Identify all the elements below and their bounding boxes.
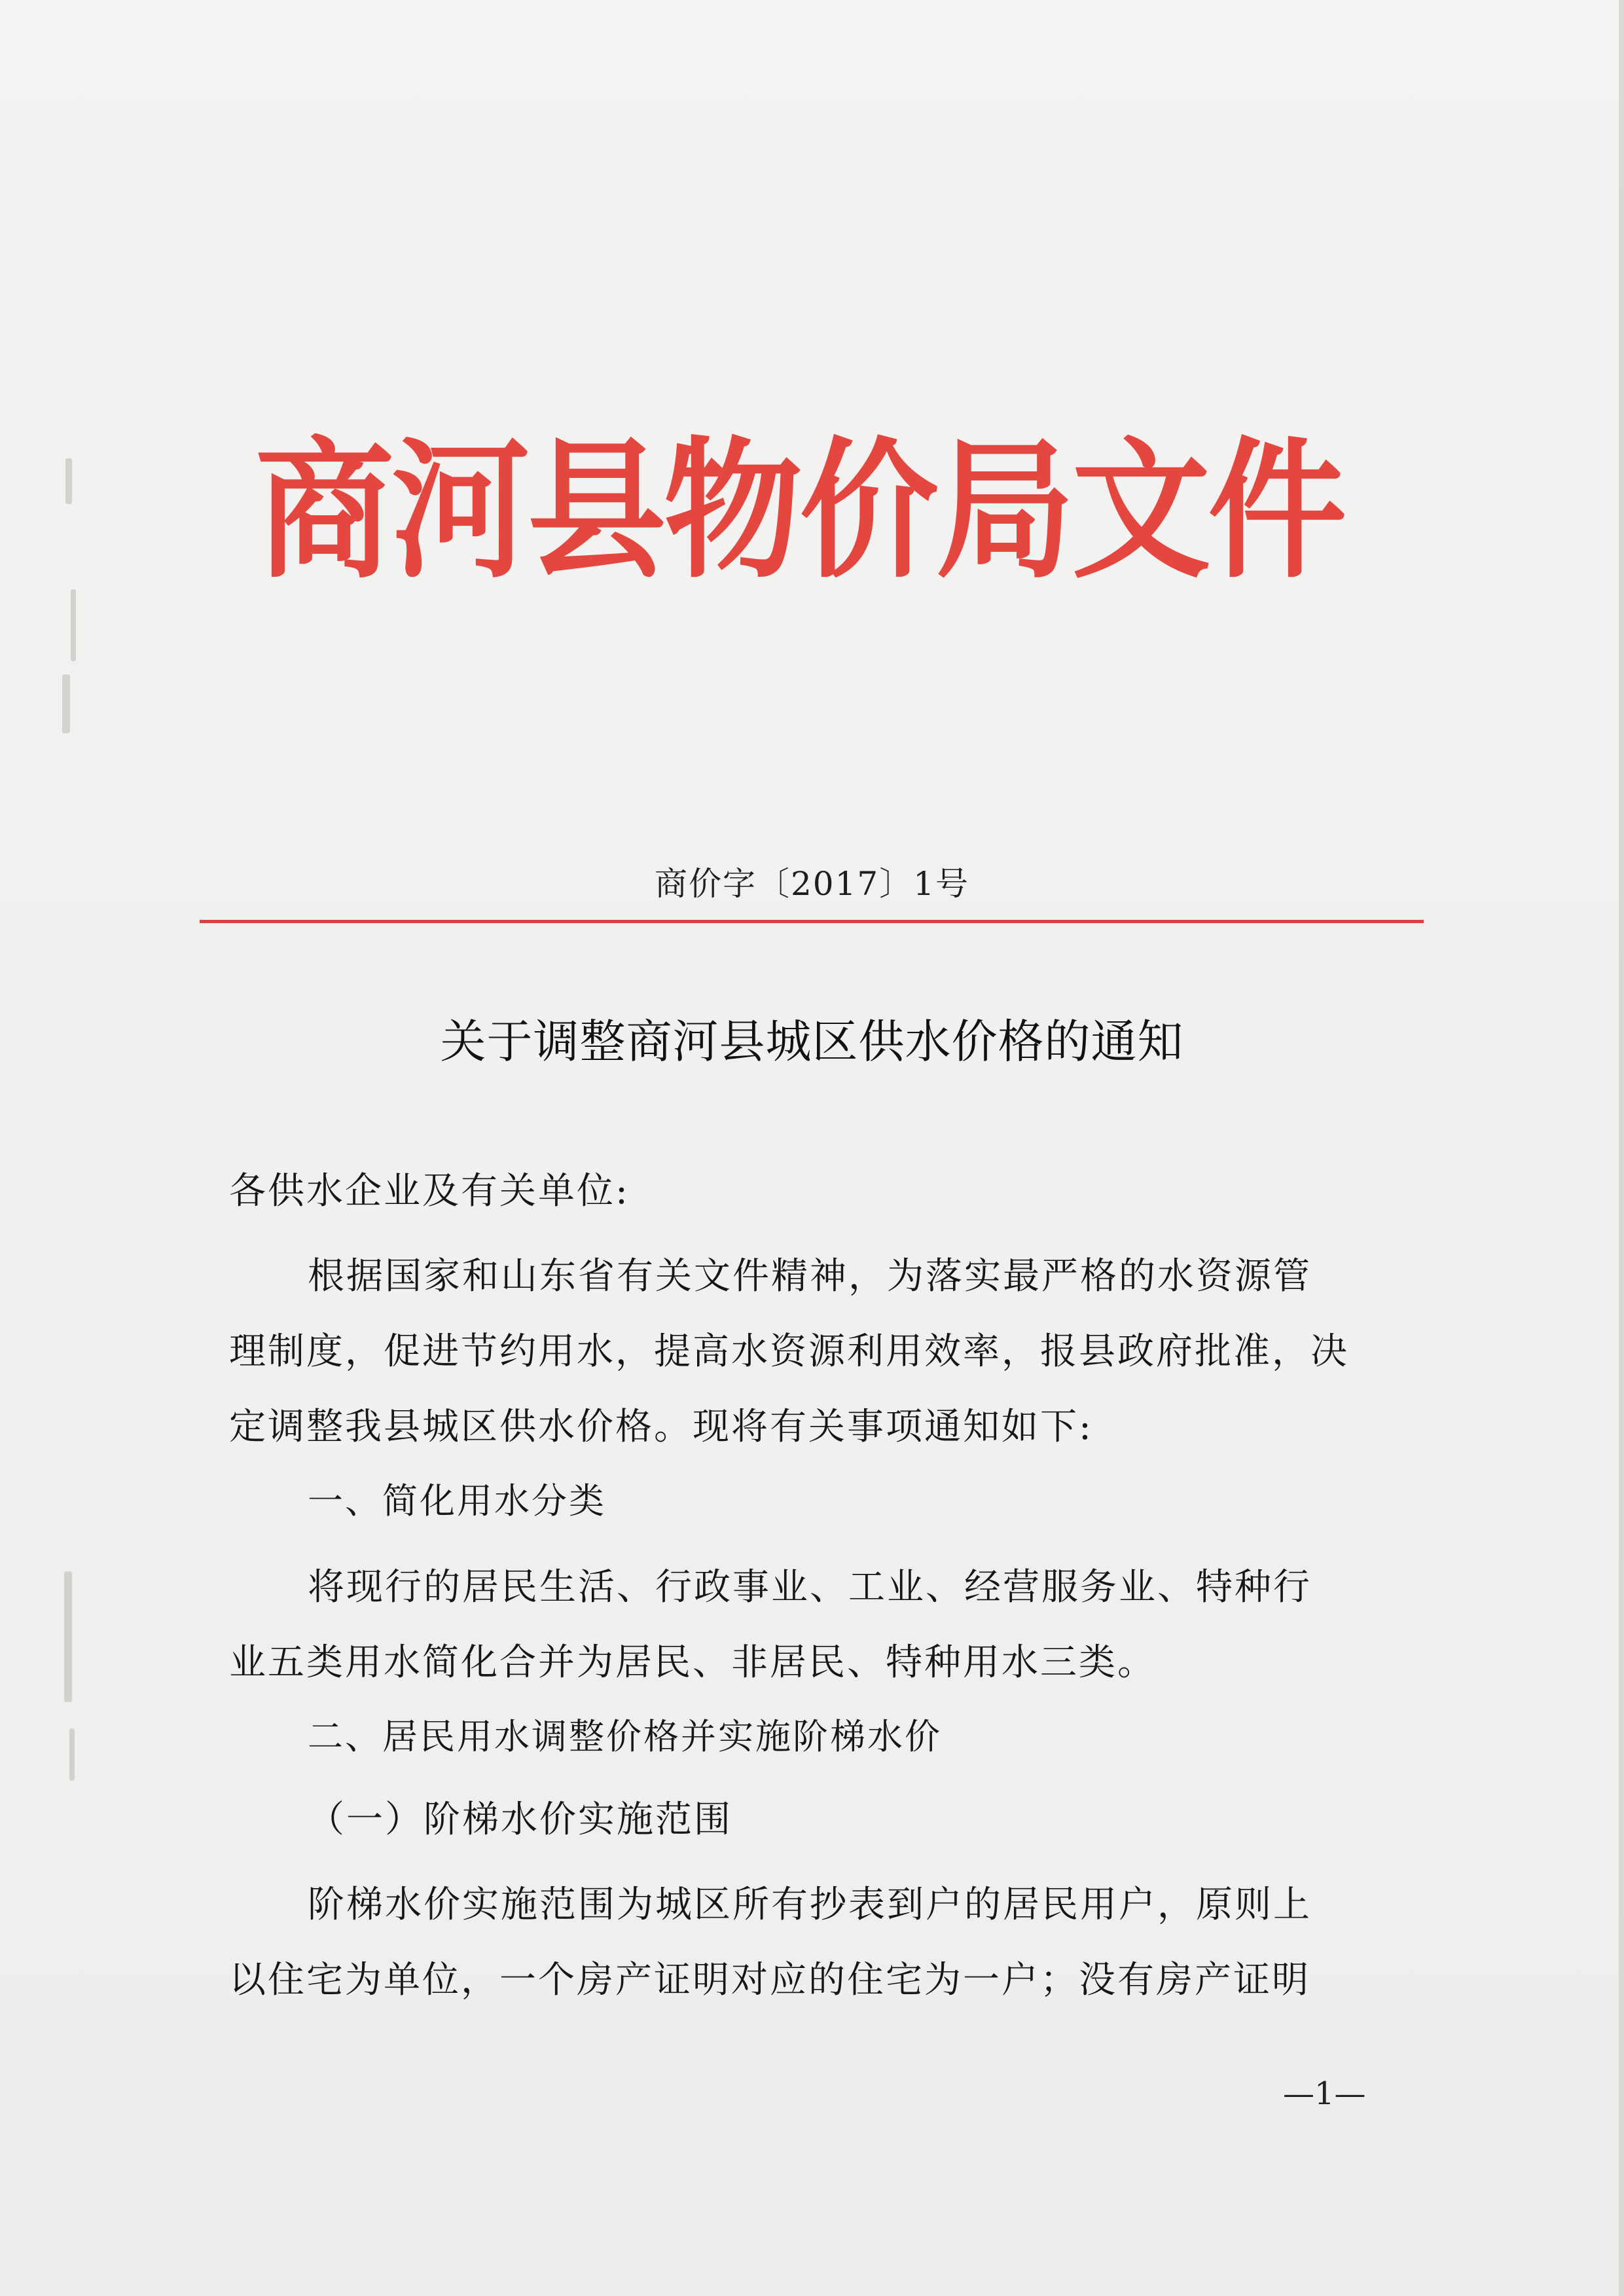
paragraph-line: 理制度，促进节约用水，提高水资源利用效率，报县政府批准，决 <box>229 1330 1349 1373</box>
page-number: —1— <box>1283 2075 1366 2112</box>
section-heading: 一、简化用水分类 <box>308 1480 606 1522</box>
org-title: 商河县物价局文件 <box>255 422 1344 599</box>
section-heading: 二、居民用水调整价格并实施阶梯水价 <box>308 1716 942 1757</box>
notice-title: 关于调整商河县城区供水价格的通知 <box>440 1015 1184 1068</box>
doc-number: 商价字〔2017〕1号 <box>654 865 970 903</box>
binding-marks <box>52 458 98 1833</box>
paragraph-line: 定调整我县城区供水价格。现将有关事项通知如下: <box>229 1406 1093 1448</box>
paper-edge <box>1619 0 1624 2296</box>
red-divider <box>200 920 1424 923</box>
paragraph-line: 业五类用水简化合并为居民、非居民、特种用水三类。 <box>229 1641 1156 1684</box>
paragraph-line: 阶梯水价实施范围为城区所有抄表到户的居民用户，原则上 <box>308 1884 1312 1926</box>
paragraph-line: 根据国家和山东省有关文件精神，为落实最严格的水资源管 <box>308 1255 1312 1298</box>
salutation: 各供水企业及有关单位: <box>229 1170 630 1212</box>
paragraph-line: 将现行的居民生活、行政事业、工业、经营服务业、特种行 <box>308 1566 1312 1609</box>
subsection-heading: （一）阶梯水价实施范围 <box>308 1798 732 1841</box>
paragraph-line: 以住宅为单位，一个房产证明对应的住宅为一户；没有房产证明 <box>229 1959 1310 2001</box>
